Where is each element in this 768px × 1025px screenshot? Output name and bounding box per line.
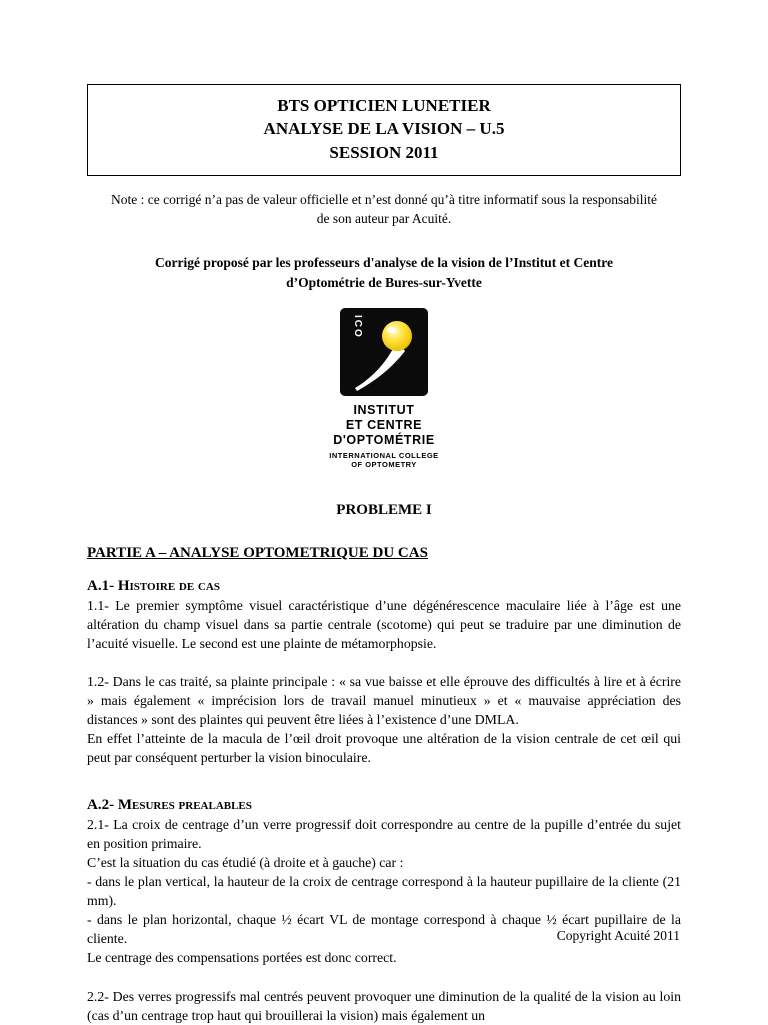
probleme-title: PROBLEME I [336, 502, 432, 519]
logo-golden-ball [382, 321, 412, 351]
ico-vertical-text: ICO [352, 315, 363, 340]
logo-ball-highlight [387, 327, 396, 333]
document-title-line-2: ANALYSE DE LA VISION – U.5 [263, 119, 505, 139]
document-title-line-1: BTS OPTICIEN LUNETIER [277, 96, 491, 115]
section-a1-heading: A.1- Histoire de cas [87, 578, 220, 595]
logo-name-line-2: ET CENTRE [345, 418, 423, 433]
ico-logo-graphic [340, 308, 428, 396]
paragraph-2-1-vertical: - dans le plan vertical, la hauteur de la croix de centrage correspond à la hauteur pupillaire de la cliente (21 mm). [87, 874, 681, 909]
disclaimer-note: Note : ce corrigé n’a pas de valeur officielle et n’est donné qu’à titre informatif sous la responsabilité de son auteur par Acuité. [111, 192, 657, 227]
paragraph-2-1-horizontal: - dans le plan horizontal, chaque ½ écart VL de montage correspond à chaque ½ écart pupillaire de la cliente. [87, 912, 681, 947]
paragraph-2-2: 2.2- Des verres progressifs mal centrés peuvent provoquer une diminution de la qualité de la vision au loin (cas d’un centrage trop haut qui brouillerai la vision) mais également un [87, 988, 681, 1023]
ico-logo-mark [87, 308, 681, 396]
partie-a-heading: PARTIE A – ANALYSE OPTOMETRIQUE DU CAS [87, 545, 428, 562]
paragraph-2-1-conclusion: Le centrage des compensations portées est donc correct. [87, 950, 397, 966]
document-title-line-3: SESSION 2011 [329, 142, 439, 162]
ico-logo [87, 308, 681, 470]
logo-subtitle-line-1: INTERNATIONAL COLLEGE [329, 450, 439, 460]
copyright-notice: Copyright Acuité 2011 [556, 928, 680, 943]
corrige-credit: Corrigé proposé par les professeurs d'analyse de la vision de l’Institut et Centre d’Optométrie de Bures-sur-Yvette [155, 255, 613, 290]
section-a2-heading: A.2- Mesures prealables [87, 797, 252, 814]
paragraph-1-1: 1.1- Le premier symptôme visuel caractéristique d’une dégénérescence maculaire liée à l’âge est une altération du champ visuel dans sa partie centrale (scotome) qui peut se traduire par une diminution de l’acuité visuelle. Le second est une plainte de métamorphopsie. [87, 598, 681, 652]
paragraph-2-1: 2.1- La croix de centrage d’un verre progressif doit correspondre au centre de la pupille d’entrée du sujet en position primaire. [87, 817, 681, 852]
title-box [87, 84, 681, 176]
paragraph-1-2-continued: En effet l’atteinte de la macula de l’œil droit provoque une altération de la vision centrale de cet œil qui peut par conséquent perturber la vision binoculaire. [87, 731, 681, 766]
paragraph-1-2: 1.2- Dans le cas traité, sa plainte principale : « sa vue baisse et elle éprouve des difficultés à lire et à écrire » mais également « imprécision lors de travail manuel minutieux » et « mauvaise appréciation des distances » sont des plaintes qui peuvent être liées à l’existence d’une DMLA. [87, 674, 681, 728]
document-page [87, 0, 681, 1025]
logo-name-line-1: INSTITUT [353, 403, 415, 418]
paragraph-2-1-situation: C’est la situation du cas étudié (à droite et à gauche) car : [87, 855, 404, 871]
logo-name-block [87, 403, 681, 447]
logo-subtitle-block [87, 451, 681, 471]
logo-subtitle-line-2: OF OPTOMETRY [351, 460, 417, 470]
logo-name-line-3: D'OPTOMÉTRIE [333, 432, 435, 447]
